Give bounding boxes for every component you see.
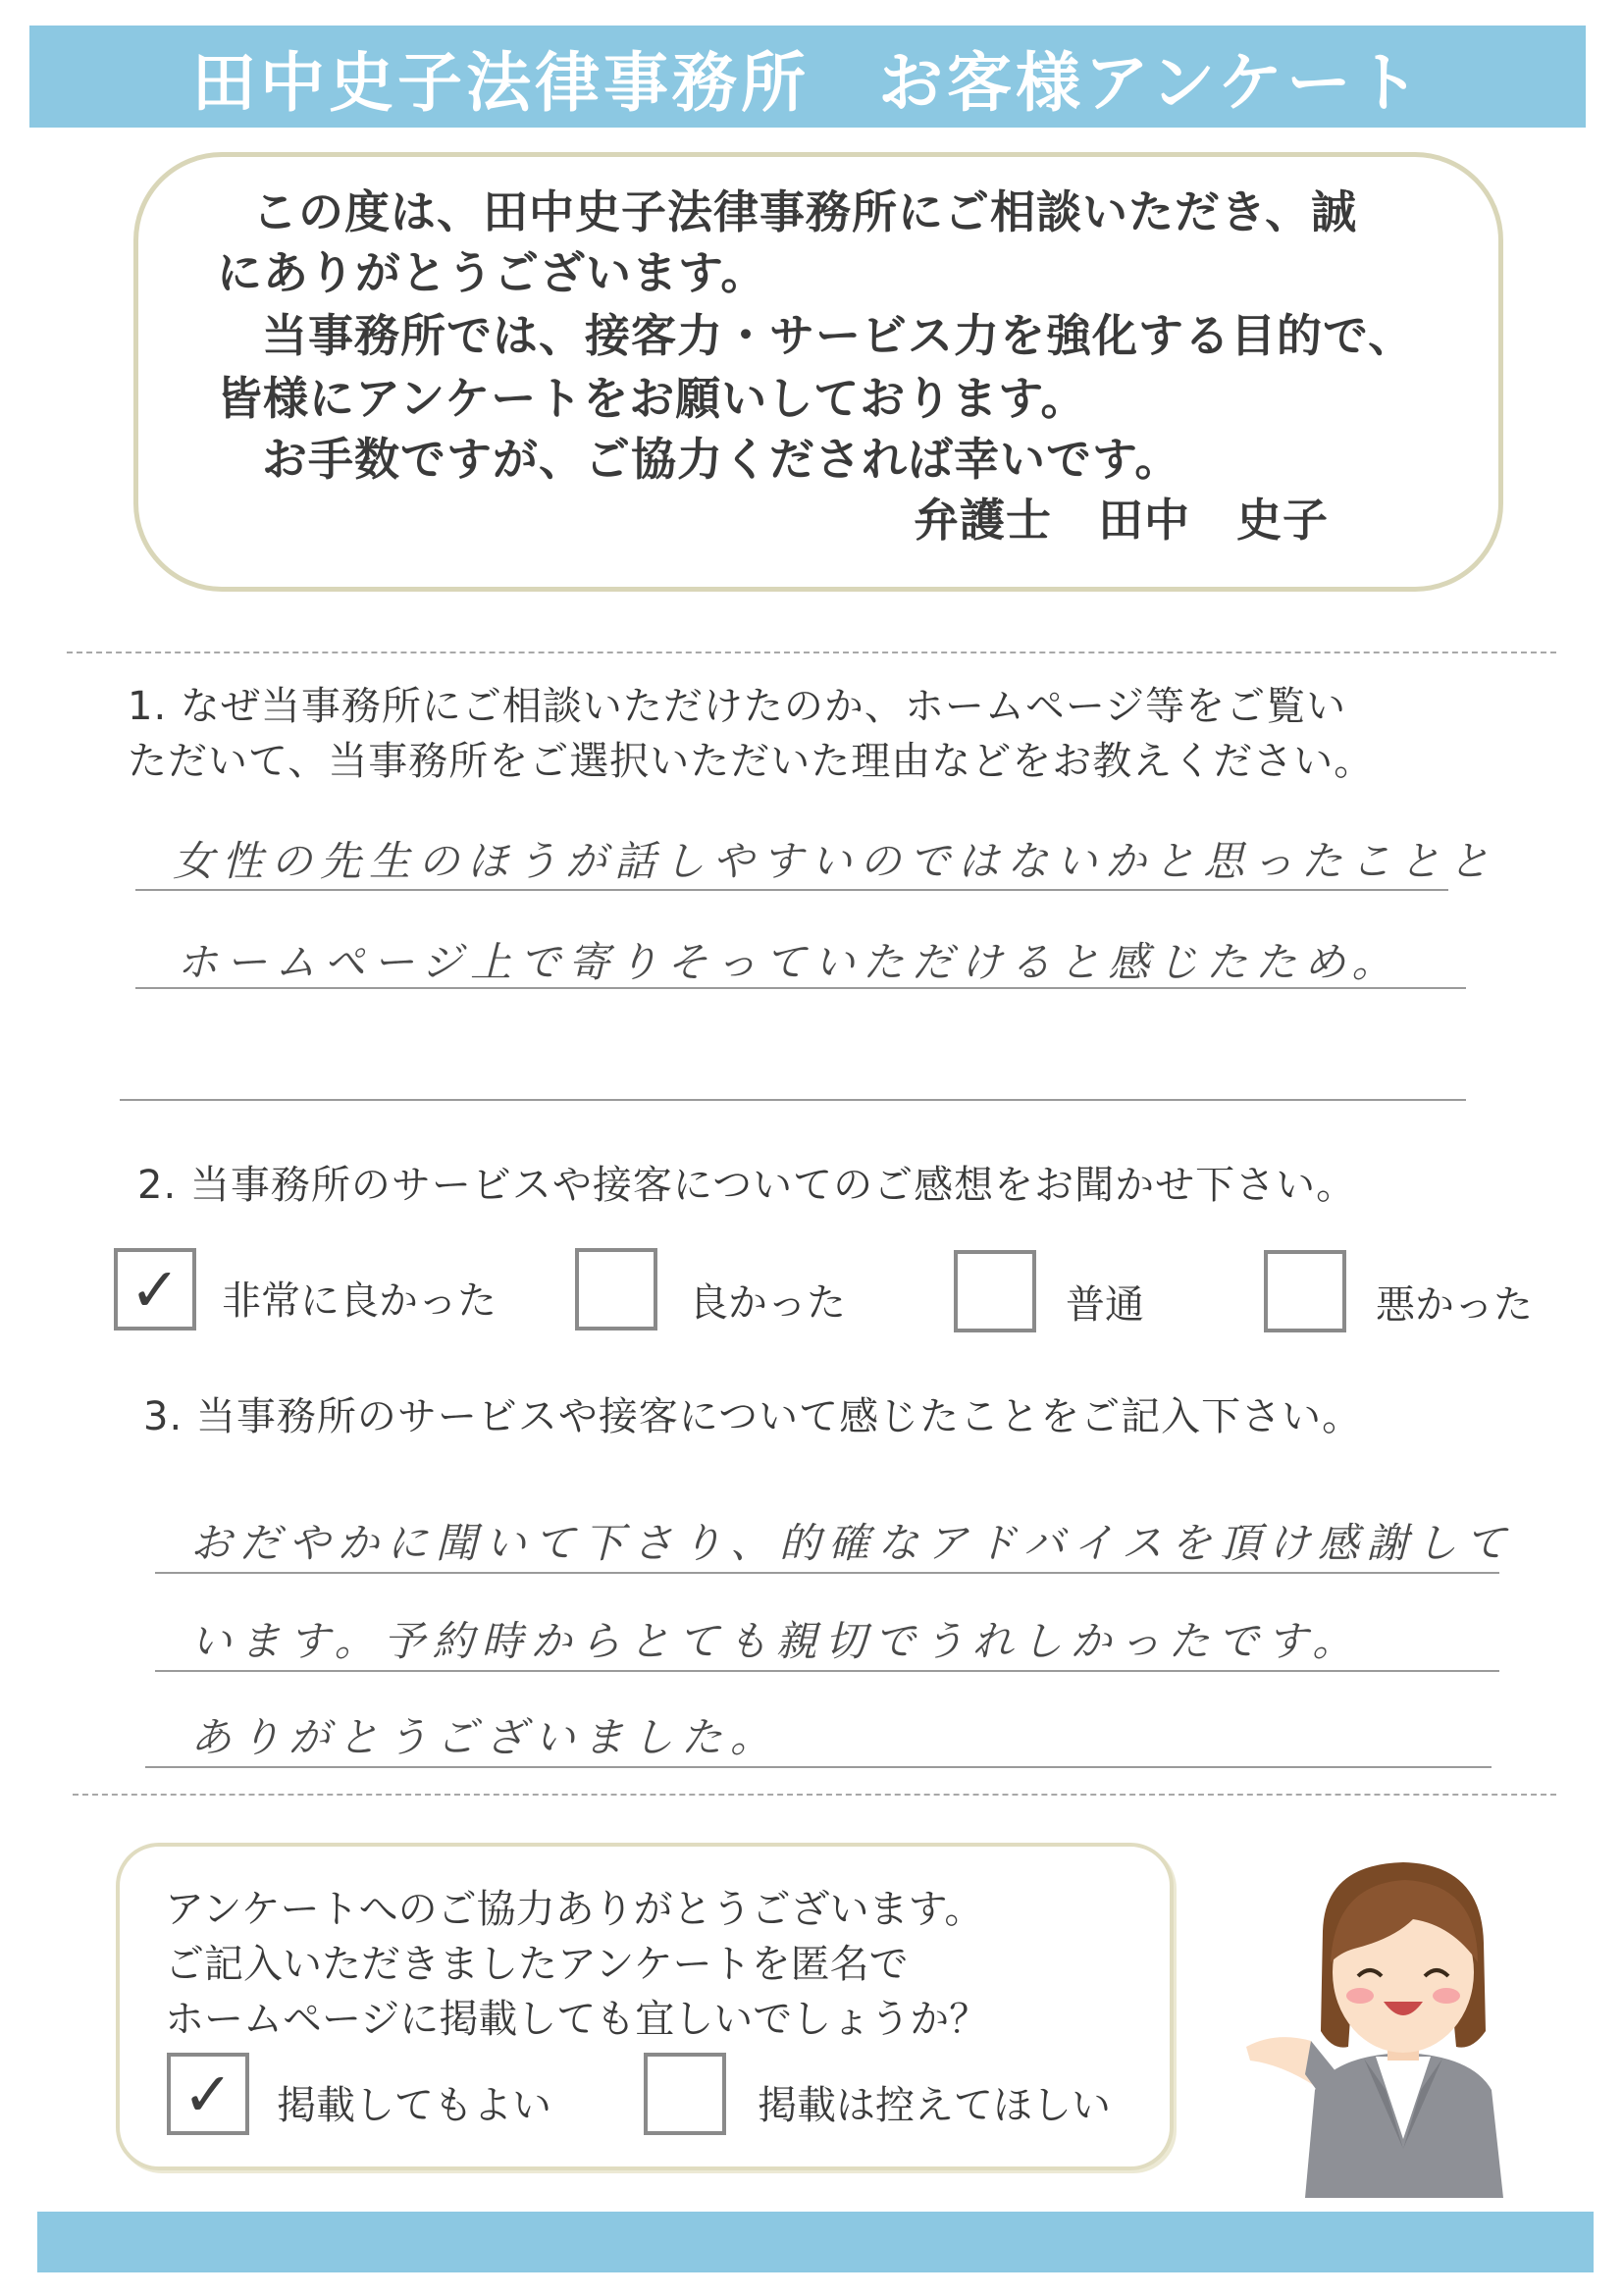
checkbox-bad[interactable] bbox=[1264, 1250, 1346, 1332]
consent-line: ご記入いただきましたアンケートを匿名で bbox=[165, 1942, 909, 1987]
intro-line: 当事務所では、接客力・サービス力を強化する目的で、 bbox=[262, 309, 1415, 362]
businesswoman-illustration bbox=[1246, 1854, 1541, 2198]
check-icon bbox=[958, 1254, 1032, 1329]
check-icon bbox=[648, 2057, 722, 2131]
answer-rule bbox=[155, 1572, 1499, 1574]
answer-rule bbox=[155, 1670, 1499, 1672]
page-title: 田中史子法律事務所 お客様アンケート bbox=[190, 44, 1425, 121]
check-icon bbox=[1268, 1254, 1342, 1329]
question-2: 2. 当事務所のサービスや接客についてのご感想をお聞かせ下さい。 bbox=[137, 1163, 1357, 1208]
question-3: 3. 当事務所のサービスや接客について感じたことをご記入下さい。 bbox=[143, 1394, 1363, 1439]
check-icon: ✓ bbox=[183, 2058, 234, 2130]
check-icon bbox=[579, 1252, 654, 1327]
option-label-publish-ok: 掲載してもよい bbox=[277, 2083, 551, 2128]
intro-line: 皆様にアンケートをお願いしております。 bbox=[217, 372, 1087, 425]
option-label-bad: 悪かった bbox=[1376, 1282, 1533, 1328]
header-band bbox=[29, 26, 1586, 128]
consent-line: ホームページに掲載しても宜しいでしょうか？ bbox=[165, 1997, 989, 2042]
question-1-line: 1. なぜ当事務所にご相談いただけたのか、ホームページ等をご覧い bbox=[128, 684, 1347, 729]
checkbox-good[interactable] bbox=[575, 1248, 657, 1331]
question-1-line: ただいて、当事務所をご選択いただいた理由などをお教えください。 bbox=[128, 739, 1375, 784]
option-label-very-good: 非常に良かった bbox=[222, 1278, 497, 1324]
answer-rule bbox=[120, 1099, 1466, 1101]
checkbox-normal[interactable] bbox=[954, 1250, 1036, 1332]
answer-rule bbox=[135, 889, 1448, 891]
check-icon: ✓ bbox=[130, 1253, 181, 1326]
answer-rule bbox=[145, 1766, 1492, 1768]
section-divider bbox=[73, 1794, 1556, 1796]
consent-box bbox=[116, 1843, 1174, 2170]
answer-3-line: います。予約時からとても親切でうれしかったです。 bbox=[190, 1617, 1362, 1665]
intro-line: この度は、田中史子法律事務所にご相談いただき、誠 bbox=[252, 185, 1358, 238]
intro-line: にありがとうございます。 bbox=[217, 246, 767, 299]
consent-line: アンケートへのご協力ありがとうございます。 bbox=[165, 1887, 984, 1932]
intro-message-box bbox=[133, 152, 1503, 592]
option-label-normal: 普通 bbox=[1066, 1282, 1144, 1328]
checkbox-publish-ok[interactable] bbox=[167, 2053, 249, 2135]
answer-1-line: 女性の先生のほうが話しやすいのではないかと思ったことと bbox=[173, 837, 1498, 885]
checkbox-publish-no[interactable] bbox=[644, 2053, 726, 2135]
option-label-publish-no: 掲載は控えてほしい bbox=[758, 2083, 1111, 2128]
section-divider bbox=[67, 652, 1556, 653]
answer-rule bbox=[135, 987, 1466, 989]
footer-band bbox=[37, 2212, 1594, 2272]
intro-line: お手数ですが、ご協力くだされば幸いです。 bbox=[262, 433, 1181, 486]
answer-3-line: ありがとうございました。 bbox=[190, 1713, 780, 1761]
answer-3-line: おだやかに聞いて下さり、的確なアドバイスを頂け感謝して bbox=[190, 1519, 1514, 1567]
checkbox-very-good[interactable] bbox=[114, 1248, 196, 1331]
answer-1-line: ホームページ上で寄りそっていただけると感じたため。 bbox=[177, 938, 1401, 986]
signature: 弁護士 田中 史子 bbox=[914, 494, 1329, 547]
option-label-good: 良かった bbox=[689, 1280, 846, 1326]
